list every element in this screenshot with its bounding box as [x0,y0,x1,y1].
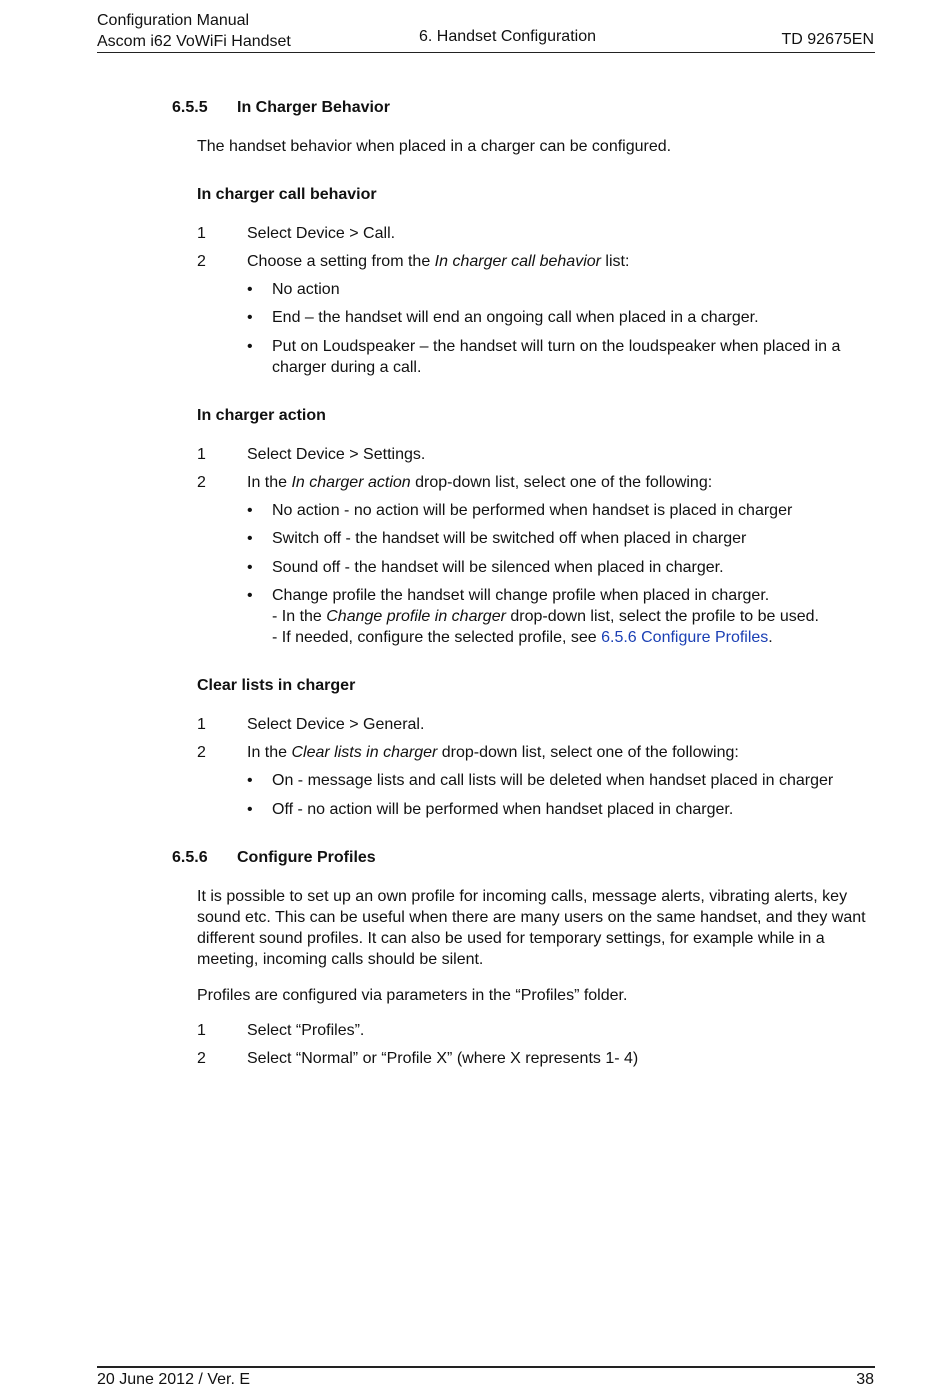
bullet-text: On - message lists and call lists will be deleted when handset placed in charger [272,772,834,789]
section-heading-6-5-5 [172,97,390,118]
emphasis-text: In charger call behavior [434,253,601,270]
page-number: 38 [856,1371,874,1388]
footer-divider [97,1366,875,1368]
emphasis-text: Clear lists in charger [291,744,438,761]
profiles-description: It is possible to set up an own profile for incoming calls, message alerts, vibrating alerts, key sound etc. This can be useful when there are many users on the same handset, and they want different sound profiles. It can also be used for temporary settings, for example while in a meeting, incoming calls should be silent. [197,888,866,968]
step-number: 2 [197,253,206,270]
bullet-icon: • [247,338,253,355]
subheading-call-behavior: In charger call behavior [197,186,377,203]
configure-profiles-link[interactable]: 6.5.6 Configure Profiles [601,629,769,646]
step-text: Select “Normal” or “Profile X” (where X represents 1- 4) [247,1050,639,1067]
footer-date-version: 20 June 2012 / Ver. E [97,1371,251,1388]
profiles-folder-note: Profiles are configured via parameters in the “Profiles” folder. [197,987,628,1004]
bullet-icon: • [247,559,253,576]
header-doc-id: TD 92675EN [781,31,874,48]
section-intro: The handset behavior when placed in a charger can be configured. [197,138,672,155]
subheading-charger-action: In charger action [197,407,326,424]
step-text: Select Device > Call. [247,225,396,242]
header-divider [97,52,875,53]
bullet-text: Switch off - the handset will be switched off when placed in charger [272,530,747,547]
step-number: 2 [197,474,206,491]
header-doc-title [97,10,291,52]
bullet-text: No action [272,281,340,298]
section-title: In Charger Behavior [237,99,390,116]
header-manual-title: Configuration Manual [97,12,250,29]
step-text: Select “Profiles”. [247,1022,365,1039]
bullet-icon: • [247,587,253,604]
bullet-icon: • [247,281,253,298]
step-number: 1 [197,225,206,242]
bullet-text: End – the handset will end an ongoing call when placed in a charger. [272,309,759,326]
bullet-text: Sound off - the handset will be silenced when placed in charger. [272,559,724,576]
section-number: 6.5.6 [172,849,208,866]
step-number: 1 [197,446,206,463]
emphasis-text: Change profile in charger [326,608,506,625]
step-text: In the In charger action drop-down list, select one of the following: [247,474,713,491]
bullet-text: No action - no action will be performed when handset is placed in charger [272,502,793,519]
bullet-icon: • [247,801,253,818]
section-title: Configure Profiles [237,849,376,866]
header-chapter: 6. Handset Configuration [419,28,596,45]
step-number: 1 [197,1022,206,1039]
step-number: 2 [197,744,206,761]
step-text: Choose a setting from the In charger call behavior list: [247,253,630,270]
subheading-clear-lists: Clear lists in charger [197,677,356,694]
bullet-icon: • [247,530,253,547]
emphasis-text: In charger action [291,474,411,491]
bullet-icon: • [247,502,253,519]
section-heading-6-5-6 [172,847,376,868]
step-text: Select Device > General. [247,716,425,733]
bullet-icon: • [247,772,253,789]
step-number: 2 [197,1050,206,1067]
step-text: In the Clear lists in charger drop-down list, select one of the following: [247,744,739,761]
bullet-text: Off - no action will be performed when handset placed in charger. [272,801,734,818]
step-number: 1 [197,716,206,733]
bullet-text: Put on Loudspeaker – the handset will turn on the loudspeaker when placed in a charger during a call. [272,338,841,376]
header-product-name: Ascom i62 VoWiFi Handset [97,33,291,50]
step-text: Select Device > Settings. [247,446,426,463]
section-number: 6.5.5 [172,99,208,116]
bullet-icon: • [247,309,253,326]
bullet-text: Change profile the handset will change profile when placed in charger. - In the Change profile in charger drop-down list, select the profile to be used. - If needed, configure the selected profile, see 6.5.6 Configure Profiles. [272,587,819,646]
